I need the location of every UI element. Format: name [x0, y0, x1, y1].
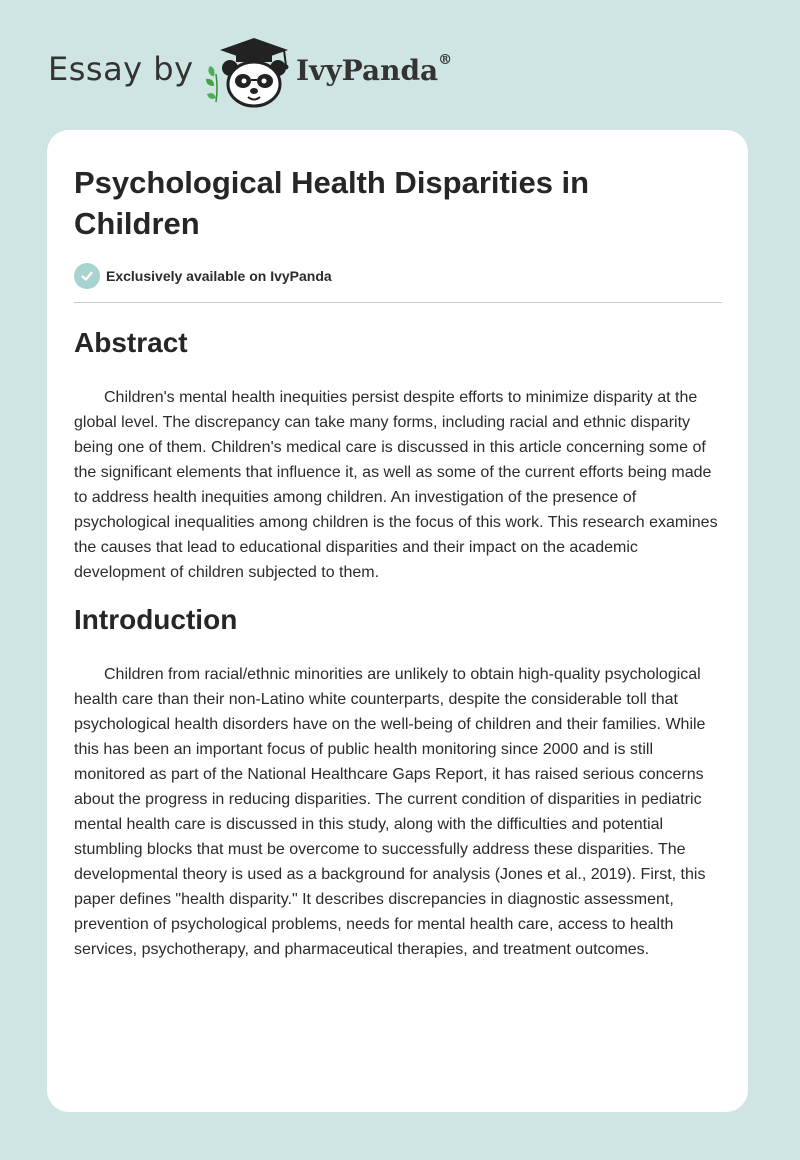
exclusive-badge [74, 263, 332, 289]
brand-text: IvyPanda [296, 54, 439, 87]
essay-card [47, 130, 748, 1112]
title-divider [74, 302, 722, 303]
essay-by-label: Essay by [48, 50, 194, 88]
registered-mark: ® [438, 52, 453, 68]
site-header [48, 34, 508, 110]
checkmark-icon [74, 263, 100, 289]
introduction-paragraph: Children from racial/ethnic minorities are unlikely to obtain high-quality psychological health care than their non-Latino white counterparts, despite the considerable toll that psychological health disorders have on the well-being of children and their families. While this has been an important focus of public health monitoring since 2000 and is still monitored as part of the National Healthcare Gaps Report, it has raised serious concerns about the progress in reducing disparities. The current condition of disparities in pediatric mental health care is discussed in this study, along with the difficulties and potential stumbling blocks that must be overcome to successfully address these disparities. The developmental theory is used as a background for analysis (Jones et al., 2019). First, this paper defines "health disparity." It describes discrepancies in diagnostic assessment, prevention of psychological problems, needs for mental health care, access to health services, psychotherapy, and pharmaceutical therapies, and treatment outcomes. [74, 666, 706, 958]
exclusive-badge-text: Exclusively available on IvyPanda [106, 268, 332, 284]
abstract-heading: Abstract [74, 327, 188, 358]
brand-name[interactable] [296, 54, 452, 87]
essay-title: Psychological Health Disparities in Children [74, 165, 590, 241]
abstract-paragraph: Children's mental health inequities persist despite efforts to minimize disparity at the global level. The discrepancy can take many forms, including racial and ethnic disparity being one of them. Children's medical care is discussed in this article concerning some of the significant elements that influence it, as well as some of the current efforts being made to address health inequities among children. An investigation of the presence of psychological inequalities among children is the focus of this work. This research examines the causes that lead to educational disparities and their impact on the academic development of children subjected to them. [74, 389, 718, 581]
ivypanda-logo-icon[interactable] [202, 36, 294, 110]
introduction-heading: Introduction [74, 604, 238, 635]
